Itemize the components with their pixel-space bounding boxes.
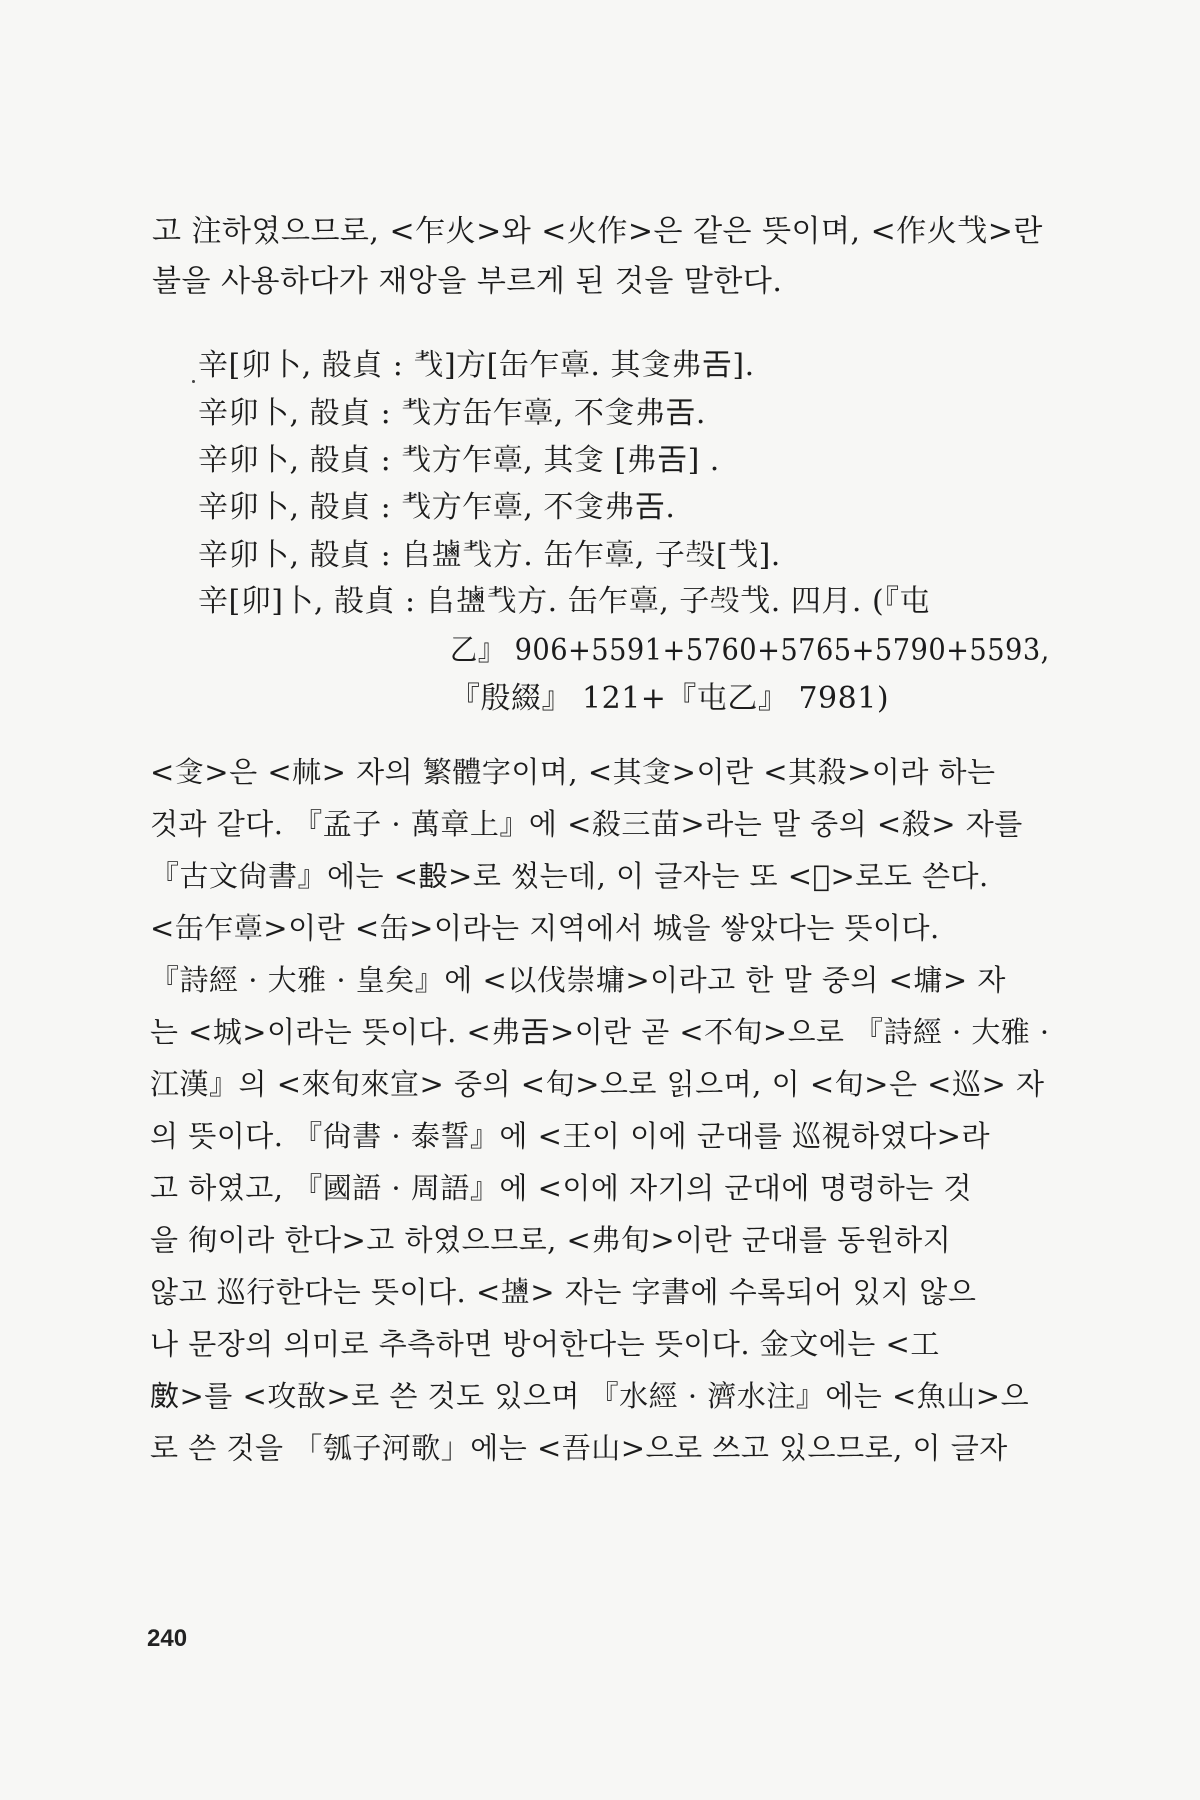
paragraph-2-line: 로 쓴 것을 「瓠子河歌」에는 <吾山>으로 쓰고 있으므로, 이 글자: [150, 1431, 1008, 1465]
inscription-source-line: 『殷綴』 121+『屯乙』 7981): [450, 681, 890, 716]
paragraph-2-line: 을 徇이라 한다>고 하였으므로, <弗旬>이란 군대를 동원하지: [150, 1223, 952, 1257]
inscription-line: 辛卯卜, 㱿貞 : 𠂤𪉩𢦒方. 缶乍𩫏, 子𣪊[𢦏].: [198, 538, 781, 573]
inscription-line: 辛卯卜, 㱿貞 : 𢦒方缶乍𩫏, 不𢻶弗𢀛.: [198, 396, 706, 431]
inscription-line: 辛[卯卜, 㱿貞 : 𢦒]方[缶乍𩫏. 其𢻶弗𢀛].: [198, 348, 755, 383]
paragraph-2-line: 𢾅>를 <攻敔>로 쓴 것도 있으며 『水經 · 濟水注』에는 <魚山>으: [150, 1379, 1030, 1413]
paragraph-2-line: 나 문장의 의미로 추측하면 방어한다는 뜻이다. 金文에는 <工: [150, 1327, 940, 1361]
paragraph-2-line: 江漢』의 <來旬來宣> 중의 <旬>으로 읽으며, 이 <旬>은 <巡> 자: [150, 1067, 1045, 1101]
paragraph-2-line: 것과 같다. 『孟子 · 萬章上』에 <殺三苗>라는 말 중의 <殺> 자를: [150, 807, 1023, 841]
paragraph-1-line: 고 注하였으므로, <乍火>와 <火作>은 같은 뜻이며, <作火𢦏>란: [152, 214, 1043, 249]
paragraph-2-line: <𢻶>은 <𣏟> 자의 繁體字이며, <其𢻶>이란 <其殺>이라 하는: [150, 755, 996, 789]
paragraph-2-line: <缶乍𩫏>이란 <缶>이라는 지역에서 城을 쌓았다는 뜻이다.: [150, 911, 940, 945]
paragraph-2-line: 고 하였고, 『國語 · 周語』에 <이에 자기의 군대에 명령하는 것: [150, 1171, 972, 1205]
paragraph-2-line: 의 뜻이다. 『尙書 · 泰誓』에 <王이 이에 군대를 巡視하였다>라: [150, 1119, 990, 1153]
paragraph-2-line: 『古文尙書』에는 <𣪠>로 썼는데, 이 글자는 또 <𣏼>로도 쓴다.: [150, 859, 989, 893]
inscription-line: 辛卯卜, 㱿貞 : 𢦒方乍𩫏, 不𢻶弗𢀛.: [198, 490, 676, 525]
inscription-line: 辛卯卜, 㱿貞 : 𢦒方乍𩫏, 其𢻶 [弗𢀛] .: [198, 443, 720, 478]
paragraph-2-line: 는 <城>이라는 뜻이다. <弗𢀛>이란 곧 <不旬>으로 『詩經 · 大雅 ·: [150, 1015, 1050, 1049]
paragraph-1-line: 불을 사용하다가 재앙을 부르게 된 것을 말한다.: [152, 264, 783, 299]
inscription-line: 辛[卯]卜, 㱿貞 : 𠂤𪉩𢦒方. 缶乍𩫏, 子𣪊𢦏. 四月. (『屯: [198, 584, 931, 619]
paragraph-2-line: 『詩經 · 大雅 · 皇矣』에 <以伐崇墉>이라고 한 말 중의 <墉> 자: [150, 963, 1006, 997]
page-number: 240: [147, 1625, 188, 1652]
paragraph-2-line: 않고 巡行한다는 뜻이다. <𪉩> 자는 字書에 수록되어 있지 않으: [150, 1275, 977, 1309]
inscription-source-line: 乙』 906+5591+5760+5765+5790+5593,: [450, 633, 1050, 668]
stray-dot-mark: [192, 380, 195, 383]
